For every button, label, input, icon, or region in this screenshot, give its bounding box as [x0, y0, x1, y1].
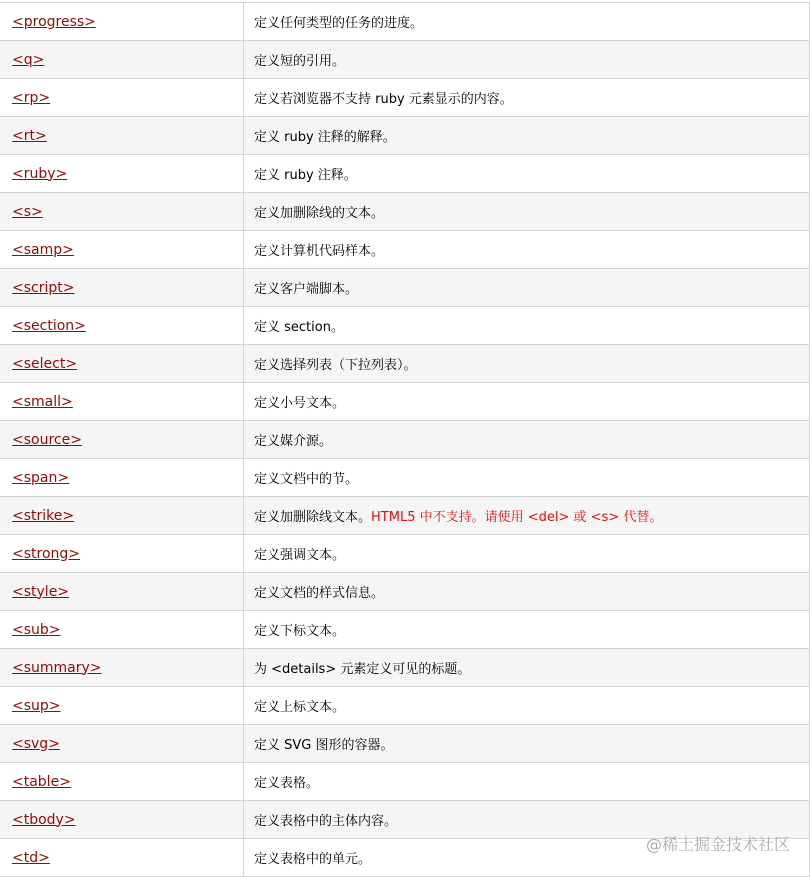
tag-link[interactable]: <small> [12, 393, 73, 410]
tag-cell [0, 269, 244, 307]
description-cell: 为 <details> 元素定义可见的标题。 [244, 649, 810, 687]
tag-link[interactable]: <sub> [12, 621, 61, 638]
description-cell: 定义表格。 [244, 763, 810, 801]
description-cell: 定义若浏览器不支持 ruby 元素显示的内容。 [244, 79, 810, 117]
tag-cell [0, 535, 244, 573]
table-row [0, 345, 810, 383]
tag-link[interactable]: <svg> [12, 735, 60, 752]
tag-link[interactable]: <tbody> [12, 811, 76, 828]
description-cell: 定义媒介源。 [244, 421, 810, 459]
tag-cell [0, 231, 244, 269]
tag-cell [0, 117, 244, 155]
description-text: 定义加删除线文本。 [254, 510, 372, 525]
table-row [0, 383, 810, 421]
description-cell: 定义小号文本。 [244, 383, 810, 421]
table-row [0, 231, 810, 269]
tag-cell [0, 497, 244, 535]
tag-cell [0, 421, 244, 459]
description-cell: 定义 SVG 图形的容器。 [244, 725, 810, 763]
description-cell: 定义上标文本。 [244, 687, 810, 725]
table-row [0, 117, 810, 155]
tag-cell [0, 79, 244, 117]
tag-cell [0, 345, 244, 383]
watermark: @稀土掘金技术社区 [645, 835, 790, 854]
table-row [0, 763, 810, 801]
tag-link[interactable]: <td> [12, 849, 50, 866]
table-row [0, 79, 810, 117]
tag-link[interactable]: <table> [12, 773, 71, 790]
tag-link[interactable]: <ruby> [12, 165, 68, 182]
description-cell: 定义表格中的单元。 [244, 839, 810, 877]
tag-cell [0, 839, 244, 877]
tag-cell [0, 611, 244, 649]
tag-link[interactable]: <span> [12, 469, 70, 486]
html-tag-reference-table [0, 2, 810, 877]
table-row [0, 269, 810, 307]
tag-cell [0, 155, 244, 193]
table-row [0, 497, 810, 535]
tag-cell [0, 383, 244, 421]
table-row [0, 155, 810, 193]
tag-link[interactable]: <progress> [12, 13, 96, 30]
tag-cell [0, 801, 244, 839]
tag-cell [0, 725, 244, 763]
description-cell: 定义文档的样式信息。 [244, 573, 810, 611]
tag-link[interactable]: <rp> [12, 89, 51, 106]
description-cell: 定义 section。 [244, 307, 810, 345]
tag-link[interactable]: <strike> [12, 507, 75, 524]
description-cell: 定义短的引用。 [244, 41, 810, 79]
tag-link[interactable]: <strong> [12, 545, 81, 562]
tag-link[interactable]: <rt> [12, 127, 47, 144]
table-row [0, 307, 810, 345]
tag-link[interactable]: <sup> [12, 697, 61, 714]
table-row [0, 193, 810, 231]
tag-cell [0, 573, 244, 611]
deprecation-note: HTML5 中不支持。请使用 <del> 或 <s> 代替。 [371, 510, 663, 525]
description-cell [244, 497, 810, 535]
table-row [0, 3, 810, 41]
tag-link[interactable]: <summary> [12, 659, 102, 676]
description-cell: 定义文档中的节。 [244, 459, 810, 497]
tag-link[interactable]: <select> [12, 355, 78, 372]
description-cell: 定义 ruby 注释。 [244, 155, 810, 193]
description-cell: 定义 ruby 注释的解释。 [244, 117, 810, 155]
table-row [0, 41, 810, 79]
description-cell: 定义强调文本。 [244, 535, 810, 573]
description-cell: 定义选择列表（下拉列表）。 [244, 345, 810, 383]
tag-link[interactable]: <style> [12, 583, 70, 600]
table-row [0, 725, 810, 763]
tag-cell [0, 459, 244, 497]
tag-link[interactable]: <source> [12, 431, 82, 448]
tag-link[interactable]: <q> [12, 51, 45, 68]
tag-cell [0, 649, 244, 687]
tag-cell [0, 763, 244, 801]
description-cell: 定义加删除线的文本。 [244, 193, 810, 231]
table-row [0, 421, 810, 459]
description-cell: 定义表格中的主体内容。 [244, 801, 810, 839]
description-cell: 定义客户端脚本。 [244, 269, 810, 307]
tag-cell [0, 193, 244, 231]
description-cell: 定义下标文本。 [244, 611, 810, 649]
description-cell: 定义任何类型的任务的进度。 [244, 3, 810, 41]
description-cell: 定义计算机代码样本。 [244, 231, 810, 269]
tag-cell [0, 307, 244, 345]
tag-link[interactable]: <section> [12, 317, 86, 334]
tag-cell [0, 3, 244, 41]
tag-link[interactable]: <samp> [12, 241, 74, 258]
tag-link[interactable]: <s> [12, 203, 43, 220]
table-row [0, 535, 810, 573]
tag-cell [0, 687, 244, 725]
tag-cell [0, 41, 244, 79]
table-row [0, 573, 810, 611]
table-row [0, 611, 810, 649]
table-row [0, 459, 810, 497]
table-row [0, 649, 810, 687]
tag-link[interactable]: <script> [12, 279, 75, 296]
table-row [0, 687, 810, 725]
